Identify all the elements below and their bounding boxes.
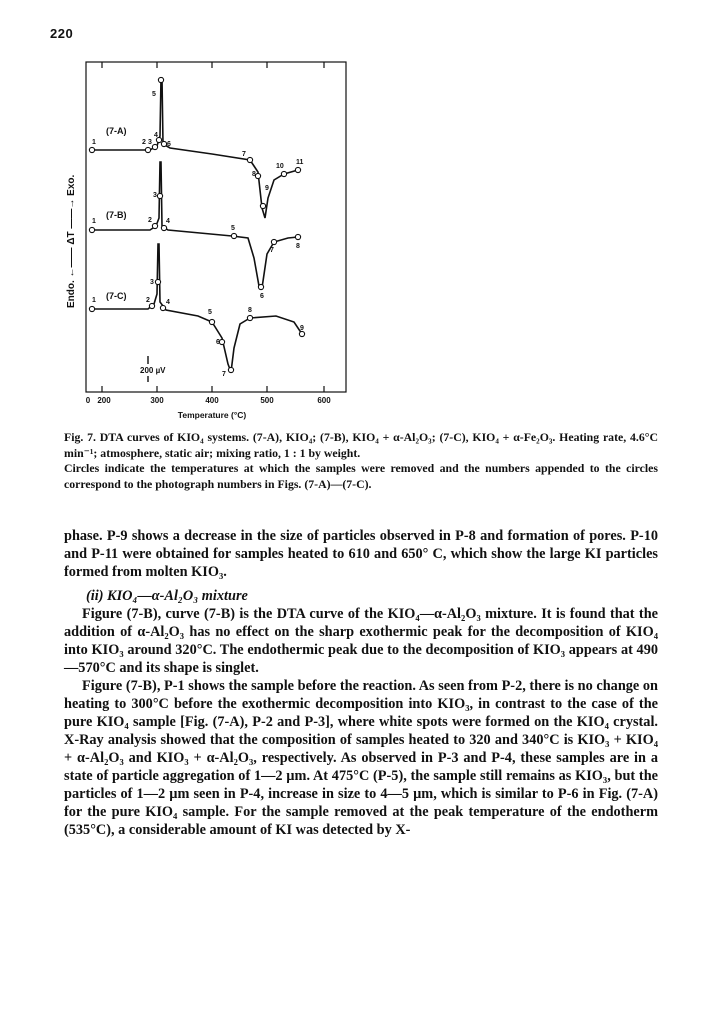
pt-c8: 8 <box>248 307 252 314</box>
pt-c1: 1 <box>92 297 96 304</box>
paragraph-1: phase. P-9 shows a decrease in the size of particles observed in P-8 and formation of pores. P-10 and P-11 were obtained for samples heated to 610 and 650° C, which show the large KI particles formed from molten KIO₃. <box>64 528 658 580</box>
pt-b4: 4 <box>166 218 170 225</box>
pt-a10: 10 <box>276 163 284 170</box>
page-number: 220 <box>50 26 74 41</box>
pt-b6: 6 <box>260 293 264 300</box>
pt-a5: 5 <box>152 91 156 98</box>
scale-bar-label: 200 µV <box>140 366 166 375</box>
curve-7c <box>92 244 302 372</box>
pt-b8: 8 <box>296 243 300 250</box>
pt-a6: 6 <box>167 141 171 148</box>
curve-label-7b: (7-B) <box>106 210 127 220</box>
pt-c9: 9 <box>300 325 304 332</box>
y-axis-label: Endo. ←—— ΔT ——→ Exo. <box>66 174 77 308</box>
x-tick-600: 600 <box>317 396 331 405</box>
curve-label-7a: (7-A) <box>106 126 127 136</box>
x-tick-400: 400 <box>205 396 219 405</box>
curve-7a <box>92 78 298 218</box>
x-axis-label: Temperature (°C) <box>177 410 247 420</box>
pt-c7: 7 <box>222 371 226 378</box>
x-tick-500: 500 <box>260 396 274 405</box>
x-tick-300: 300 <box>150 396 164 405</box>
dta-figure <box>62 58 362 422</box>
pt-c5: 5 <box>208 309 212 316</box>
pt-b7: 7 <box>270 247 274 254</box>
paragraph-2: Figure (7-B), curve (7-B) is the DTA curve of the KIO₄—α-Al₂O₃ mixture. It is found that the addition of α-Al₂O₃ has no effect on the sharp exothermic peak for the decomposition of KIO₄ into KIO₃ around 320°C. The endothermic peak due to the decomposition of KIO₃ appears at 490—570°C and its shape is singlet. <box>64 606 658 676</box>
pt-a3: 3 <box>148 139 152 146</box>
pt-a4: 4 <box>154 132 158 139</box>
pt-a8: 8 <box>252 171 256 178</box>
pt-c4: 4 <box>166 299 170 306</box>
section-heading: (ii) KIO₄—α-Al₂O₃ mixture <box>86 588 248 604</box>
pt-c3: 3 <box>150 279 154 286</box>
pt-b1: 1 <box>92 218 96 225</box>
figure-caption <box>64 430 658 492</box>
curve-label-7c: (7-C) <box>106 291 127 301</box>
paragraph-3: Figure (7-B), P-1 shows the sample before the reaction. As seen from P-2, there is no change on heating to 300°C before the exothermic decomposition into KIO₃, in contrast to the case of the pure KIO₄ sample [Fig. (7-A), P-2 and P-3], where white spots were formed on the KIO₄ crystal. X-Ray analysis showed that the composition of samples heated to 320 and 340°C is KIO₃ + KIO₄ + α-Al₂O₃ and KIO₃ + α-Al₂O₃, respectively. As observed in P-3 and P-4, these samples are in a state of particle aggregation of 1—2 µm. At 475°C (P-5), the sample still remains as KIO₃, but the particles of 1—2 µm seen in P-4, increase in size to 4—5 µm, which is similar to P-6 in Fig. (7-A) for the pure KIO₄ sample. For the sample removed at the peak temperature of the endotherm (535°C), a considerable amount of KI was detected by X- <box>64 678 658 838</box>
pt-c2: 2 <box>146 297 150 304</box>
body-text <box>64 527 658 839</box>
pt-a11: 11 <box>296 159 304 166</box>
pt-c6: 6 <box>216 339 220 346</box>
pt-a1: 1 <box>92 139 96 146</box>
curve-7b <box>92 162 298 288</box>
pt-a9: 9 <box>265 185 269 192</box>
pt-a7: 7 <box>242 151 246 158</box>
pt-b3: 3 <box>153 192 157 199</box>
pt-b5: 5 <box>231 225 235 232</box>
pt-a2: 2 <box>142 139 146 146</box>
x-tick-0: 0 <box>85 396 91 405</box>
x-tick-200: 200 <box>97 396 111 405</box>
caption-line-2: Circles indicate the temperatures at which the samples were removed and the numbers appended to the circles correspond to the photograph numbers in Figs. (7-A)—(7-C). <box>64 461 658 491</box>
caption-line-1: Fig. 7. DTA curves of KIO₄ systems. (7-A), KIO₄; (7-B), KIO₄ + α-Al₂O₃; (7-C), KIO₄ + α-Fe₂O₃. Heating rate, 4.6°C min⁻¹; atmosphere, static air; mixing ratio, 1 : 1 by weight. <box>64 430 658 460</box>
pt-b2: 2 <box>148 217 152 224</box>
